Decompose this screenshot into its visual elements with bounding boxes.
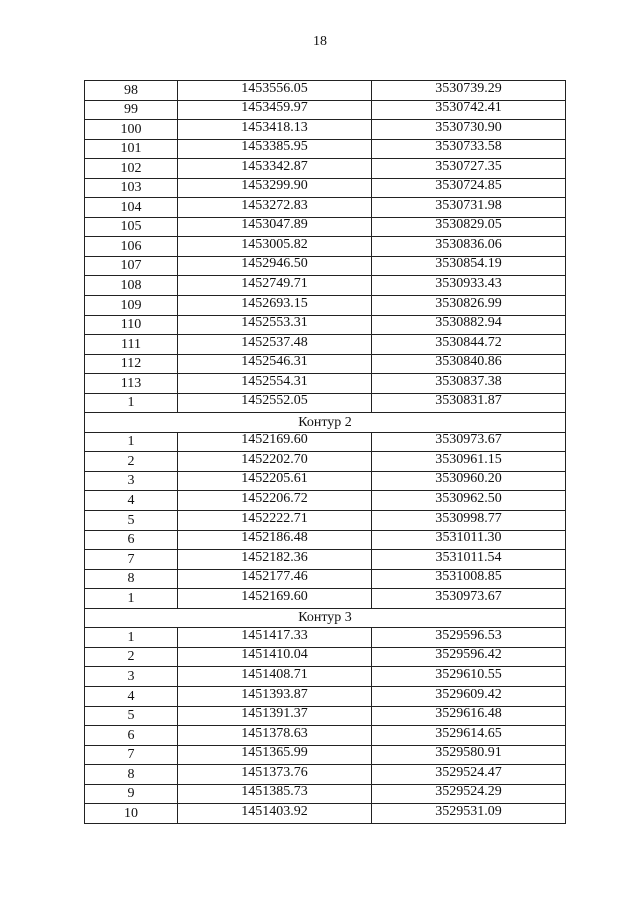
point-number-cell <box>85 354 178 374</box>
y-coordinate-cell-text: 3530933.43 <box>435 276 502 292</box>
section-header-row <box>85 608 566 628</box>
point-number-cell-text: 105 <box>120 219 142 235</box>
point-number-cell <box>85 100 178 120</box>
y-coordinate-cell <box>372 374 566 394</box>
x-coordinate-cell <box>178 296 372 316</box>
point-number-cell <box>85 530 178 550</box>
y-coordinate-cell <box>372 511 566 531</box>
point-number-cell <box>85 296 178 316</box>
y-coordinate-cell-text: 3529580.91 <box>435 745 502 761</box>
x-coordinate-cell <box>178 237 372 257</box>
table-row <box>85 296 566 316</box>
y-coordinate-cell-text: 3530844.72 <box>435 334 502 350</box>
y-coordinate-cell <box>372 667 566 687</box>
x-coordinate-cell-text: 1452554.31 <box>241 373 308 389</box>
x-coordinate-cell <box>178 511 372 531</box>
point-number-cell-text: 1 <box>127 434 135 450</box>
x-coordinate-cell <box>178 745 372 765</box>
x-coordinate-cell <box>178 139 372 159</box>
x-coordinate-cell-text: 1453272.83 <box>241 197 308 213</box>
x-coordinate-cell-text: 1453556.05 <box>241 80 308 96</box>
point-number-cell <box>85 374 178 394</box>
y-coordinate-cell <box>372 81 566 101</box>
y-coordinate-cell <box>372 237 566 257</box>
y-coordinate-cell <box>372 784 566 804</box>
table-row <box>85 120 566 140</box>
table-row <box>85 178 566 198</box>
y-coordinate-cell <box>372 120 566 140</box>
point-number-cell <box>85 120 178 140</box>
y-coordinate-cell-text: 3529614.65 <box>435 725 502 741</box>
y-coordinate-cell-text: 3530840.86 <box>435 354 502 370</box>
x-coordinate-cell <box>178 471 372 491</box>
y-coordinate-cell-text: 3529524.29 <box>435 784 502 800</box>
x-coordinate-cell <box>178 530 372 550</box>
x-coordinate-cell <box>178 315 372 335</box>
point-number-cell-text: 3 <box>127 668 135 684</box>
point-number-cell-text: 6 <box>127 532 135 548</box>
point-number-cell <box>85 511 178 531</box>
x-coordinate-cell <box>178 784 372 804</box>
x-coordinate-cell <box>178 100 372 120</box>
point-number-cell-text: 113 <box>120 375 142 391</box>
table-row <box>85 784 566 804</box>
x-coordinate-cell <box>178 765 372 785</box>
table-row <box>85 706 566 726</box>
point-number-cell-text: 112 <box>120 356 142 372</box>
y-coordinate-cell <box>372 100 566 120</box>
x-coordinate-cell <box>178 491 372 511</box>
table-row <box>85 159 566 179</box>
y-coordinate-cell <box>372 628 566 648</box>
y-coordinate-cell <box>372 256 566 276</box>
y-coordinate-cell <box>372 296 566 316</box>
y-coordinate-cell <box>372 335 566 355</box>
y-coordinate-cell <box>372 647 566 667</box>
x-coordinate-cell-text: 1453418.13 <box>241 119 308 135</box>
table-row <box>85 726 566 746</box>
point-number-cell <box>85 784 178 804</box>
y-coordinate-cell-text: 3530882.94 <box>435 315 502 331</box>
x-coordinate-cell <box>178 628 372 648</box>
y-coordinate-cell-text: 3530837.38 <box>435 373 502 389</box>
y-coordinate-cell-text: 3530961.15 <box>435 451 502 467</box>
y-coordinate-cell <box>372 589 566 609</box>
point-number-cell <box>85 745 178 765</box>
table-row <box>85 550 566 570</box>
table-row <box>85 374 566 394</box>
x-coordinate-cell-text: 1453385.95 <box>241 139 308 155</box>
y-coordinate-cell <box>372 432 566 452</box>
x-coordinate-cell-text: 1451403.92 <box>241 803 308 819</box>
y-coordinate-cell-text: 3531011.54 <box>435 549 502 565</box>
x-coordinate-cell-text: 1453005.82 <box>241 236 308 252</box>
table-row <box>85 237 566 257</box>
x-coordinate-cell-text: 1453342.87 <box>241 158 308 174</box>
point-number-cell-text: 99 <box>124 102 138 118</box>
x-coordinate-cell <box>178 354 372 374</box>
table-row <box>85 511 566 531</box>
point-number-cell <box>85 804 178 824</box>
y-coordinate-cell-text: 3530826.99 <box>435 295 502 311</box>
table-row <box>85 530 566 550</box>
point-number-cell-text: 1 <box>127 590 135 606</box>
x-coordinate-cell-text: 1452222.71 <box>241 510 308 526</box>
y-coordinate-cell-text: 3529616.48 <box>435 706 502 722</box>
table-row <box>85 315 566 335</box>
x-coordinate-cell <box>178 393 372 413</box>
y-coordinate-cell-text: 3530854.19 <box>435 256 502 272</box>
point-number-cell <box>85 217 178 237</box>
x-coordinate-cell <box>178 686 372 706</box>
x-coordinate-cell-text: 1452182.36 <box>241 549 308 565</box>
point-number-cell-text: 1 <box>127 629 135 645</box>
y-coordinate-cell <box>372 569 566 589</box>
point-number-cell-text: 2 <box>127 649 135 665</box>
y-coordinate-cell <box>372 217 566 237</box>
x-coordinate-cell <box>178 178 372 198</box>
x-coordinate-cell-text: 1452186.48 <box>241 530 308 546</box>
x-coordinate-cell <box>178 198 372 218</box>
x-coordinate-cell-text: 1452693.15 <box>241 295 308 311</box>
point-number-cell <box>85 452 178 472</box>
coordinates-table-body <box>85 81 566 824</box>
point-number-cell <box>85 471 178 491</box>
x-coordinate-cell-text: 1451378.63 <box>241 725 308 741</box>
table-row <box>85 471 566 491</box>
x-coordinate-cell <box>178 120 372 140</box>
point-number-cell <box>85 432 178 452</box>
y-coordinate-cell-text: 3530730.90 <box>435 119 502 135</box>
y-coordinate-cell <box>372 452 566 472</box>
point-number-cell <box>85 178 178 198</box>
point-number-cell <box>85 706 178 726</box>
point-number-cell-text: 3 <box>127 473 135 489</box>
table-row <box>85 335 566 355</box>
y-coordinate-cell <box>372 159 566 179</box>
point-number-cell <box>85 198 178 218</box>
section-header-row <box>85 413 566 433</box>
x-coordinate-cell <box>178 667 372 687</box>
y-coordinate-cell <box>372 198 566 218</box>
table-row <box>85 491 566 511</box>
table-row <box>85 804 566 824</box>
table-row <box>85 354 566 374</box>
y-coordinate-cell-text: 3529596.53 <box>435 627 502 643</box>
point-number-cell-text: 104 <box>120 199 142 215</box>
x-coordinate-cell-text: 1452552.05 <box>241 393 308 409</box>
table-row <box>85 100 566 120</box>
point-number-cell <box>85 628 178 648</box>
x-coordinate-cell <box>178 569 372 589</box>
point-number-cell-text: 8 <box>127 571 135 587</box>
x-coordinate-cell <box>178 647 372 667</box>
x-coordinate-cell <box>178 589 372 609</box>
x-coordinate-cell-text: 1451391.37 <box>241 706 308 722</box>
point-number-cell <box>85 393 178 413</box>
x-coordinate-cell <box>178 276 372 296</box>
y-coordinate-cell <box>372 471 566 491</box>
y-coordinate-cell <box>372 393 566 413</box>
x-coordinate-cell <box>178 432 372 452</box>
table-row <box>85 217 566 237</box>
y-coordinate-cell-text: 3530973.67 <box>435 432 502 448</box>
y-coordinate-cell-text: 3530836.06 <box>435 236 502 252</box>
page-number: 18 <box>313 34 327 49</box>
point-number-cell-text: 102 <box>120 160 142 176</box>
x-coordinate-cell-text: 1452946.50 <box>241 256 308 272</box>
table-row <box>85 569 566 589</box>
y-coordinate-cell <box>372 354 566 374</box>
table-row <box>85 667 566 687</box>
point-number-cell <box>85 550 178 570</box>
point-number-cell-text: 98 <box>124 82 138 98</box>
point-number-cell <box>85 335 178 355</box>
y-coordinate-cell-text: 3530973.67 <box>435 588 502 604</box>
point-number-cell <box>85 256 178 276</box>
table-row <box>85 628 566 648</box>
point-number-cell-text: 101 <box>120 141 142 157</box>
point-number-cell-text: 4 <box>127 688 135 704</box>
section-title: Контур 2 <box>85 413 566 433</box>
x-coordinate-cell-text: 1451373.76 <box>241 764 308 780</box>
y-coordinate-cell <box>372 315 566 335</box>
y-coordinate-cell-text: 3530829.05 <box>435 217 502 233</box>
point-number-cell-text: 8 <box>127 766 135 782</box>
x-coordinate-cell-text: 1452546.31 <box>241 354 308 370</box>
y-coordinate-cell-text: 3531008.85 <box>435 569 502 585</box>
y-coordinate-cell <box>372 550 566 570</box>
point-number-cell <box>85 159 178 179</box>
y-coordinate-cell-text: 3529524.47 <box>435 764 502 780</box>
point-number-cell-text: 108 <box>120 278 142 294</box>
x-coordinate-cell <box>178 706 372 726</box>
point-number-cell-text: 110 <box>120 317 142 333</box>
point-number-cell <box>85 726 178 746</box>
x-coordinate-cell-text: 1452206.72 <box>241 491 308 507</box>
x-coordinate-cell <box>178 81 372 101</box>
y-coordinate-cell-text: 3529609.42 <box>435 686 502 702</box>
point-number-cell-text: 7 <box>127 747 135 763</box>
table-row <box>85 276 566 296</box>
y-coordinate-cell-text: 3530733.58 <box>435 139 502 155</box>
point-number-cell-text: 1 <box>127 395 135 411</box>
x-coordinate-cell-text: 1452553.31 <box>241 315 308 331</box>
point-number-cell-text: 5 <box>127 512 135 528</box>
point-number-cell-text: 103 <box>120 180 142 196</box>
y-coordinate-cell <box>372 491 566 511</box>
x-coordinate-cell <box>178 452 372 472</box>
y-coordinate-cell-text: 3530731.98 <box>435 197 502 213</box>
x-coordinate-cell <box>178 550 372 570</box>
x-coordinate-cell-text: 1452177.46 <box>241 569 308 585</box>
table-row <box>85 432 566 452</box>
table-row <box>85 139 566 159</box>
point-number-cell-text: 107 <box>120 258 142 274</box>
x-coordinate-cell-text: 1451385.73 <box>241 784 308 800</box>
point-number-cell <box>85 276 178 296</box>
x-coordinate-cell-text: 1451408.71 <box>241 666 308 682</box>
table-row <box>85 589 566 609</box>
x-coordinate-cell-text: 1452749.71 <box>241 276 308 292</box>
x-coordinate-cell <box>178 335 372 355</box>
table-row <box>85 256 566 276</box>
x-coordinate-cell <box>178 159 372 179</box>
y-coordinate-cell <box>372 139 566 159</box>
table-row <box>85 198 566 218</box>
x-coordinate-cell-text: 1453459.97 <box>241 100 308 116</box>
y-coordinate-cell-text: 3530739.29 <box>435 80 502 96</box>
point-number-cell <box>85 765 178 785</box>
point-number-cell-text: 7 <box>127 551 135 567</box>
y-coordinate-cell-text: 3530998.77 <box>435 510 502 526</box>
point-number-cell-text: 106 <box>120 238 142 254</box>
y-coordinate-cell-text: 3530962.50 <box>435 491 502 507</box>
y-coordinate-cell-text: 3530960.20 <box>435 471 502 487</box>
point-number-cell-text: 111 <box>121 336 141 352</box>
y-coordinate-cell <box>372 745 566 765</box>
y-coordinate-cell <box>372 178 566 198</box>
x-coordinate-cell-text: 1452537.48 <box>241 334 308 350</box>
point-number-cell-text: 4 <box>127 493 135 509</box>
table-row <box>85 393 566 413</box>
section-title: Контур 3 <box>85 608 566 628</box>
table-row <box>85 81 566 101</box>
table-row <box>85 765 566 785</box>
x-coordinate-cell-text: 1451365.99 <box>241 745 308 761</box>
point-number-cell <box>85 491 178 511</box>
coordinates-table <box>84 80 566 824</box>
y-coordinate-cell <box>372 726 566 746</box>
y-coordinate-cell-text: 3529596.42 <box>435 647 502 663</box>
x-coordinate-cell <box>178 726 372 746</box>
y-coordinate-cell <box>372 804 566 824</box>
point-number-cell-text: 10 <box>124 805 138 821</box>
y-coordinate-cell <box>372 706 566 726</box>
y-coordinate-cell <box>372 686 566 706</box>
table-row <box>85 452 566 472</box>
y-coordinate-cell-text: 3531011.30 <box>435 530 502 546</box>
y-coordinate-cell-text: 3530727.35 <box>435 158 502 174</box>
point-number-cell-text: 5 <box>127 708 135 724</box>
x-coordinate-cell-text: 1452169.60 <box>241 432 308 448</box>
point-number-cell-text: 6 <box>127 727 135 743</box>
point-number-cell <box>85 686 178 706</box>
point-number-cell <box>85 667 178 687</box>
y-coordinate-cell-text: 3530831.87 <box>435 393 502 409</box>
x-coordinate-cell <box>178 256 372 276</box>
table-row <box>85 647 566 667</box>
x-coordinate-cell-text: 1451417.33 <box>241 627 308 643</box>
point-number-cell-text: 100 <box>120 121 142 137</box>
point-number-cell-text: 109 <box>120 297 142 313</box>
point-number-cell <box>85 647 178 667</box>
x-coordinate-cell <box>178 374 372 394</box>
x-coordinate-cell-text: 1453299.90 <box>241 178 308 194</box>
point-number-cell <box>85 569 178 589</box>
y-coordinate-cell <box>372 765 566 785</box>
point-number-cell <box>85 589 178 609</box>
point-number-cell-text: 2 <box>127 453 135 469</box>
x-coordinate-cell-text: 1452205.61 <box>241 471 308 487</box>
table-row <box>85 745 566 765</box>
y-coordinate-cell <box>372 276 566 296</box>
point-number-cell <box>85 237 178 257</box>
x-coordinate-cell-text: 1453047.89 <box>241 217 308 233</box>
table-row <box>85 686 566 706</box>
y-coordinate-cell-text: 3530724.85 <box>435 178 502 194</box>
x-coordinate-cell <box>178 804 372 824</box>
point-number-cell-text: 9 <box>127 786 135 802</box>
y-coordinate-cell-text: 3529610.55 <box>435 666 502 682</box>
x-coordinate-cell-text: 1452202.70 <box>241 451 308 467</box>
x-coordinate-cell-text: 1451410.04 <box>241 647 308 663</box>
y-coordinate-cell-text: 3529531.09 <box>435 803 502 819</box>
x-coordinate-cell-text: 1451393.87 <box>241 686 308 702</box>
point-number-cell <box>85 315 178 335</box>
y-coordinate-cell <box>372 530 566 550</box>
point-number-cell <box>85 139 178 159</box>
y-coordinate-cell-text: 3530742.41 <box>435 100 502 116</box>
x-coordinate-cell-text: 1452169.60 <box>241 588 308 604</box>
point-number-cell <box>85 81 178 101</box>
x-coordinate-cell <box>178 217 372 237</box>
